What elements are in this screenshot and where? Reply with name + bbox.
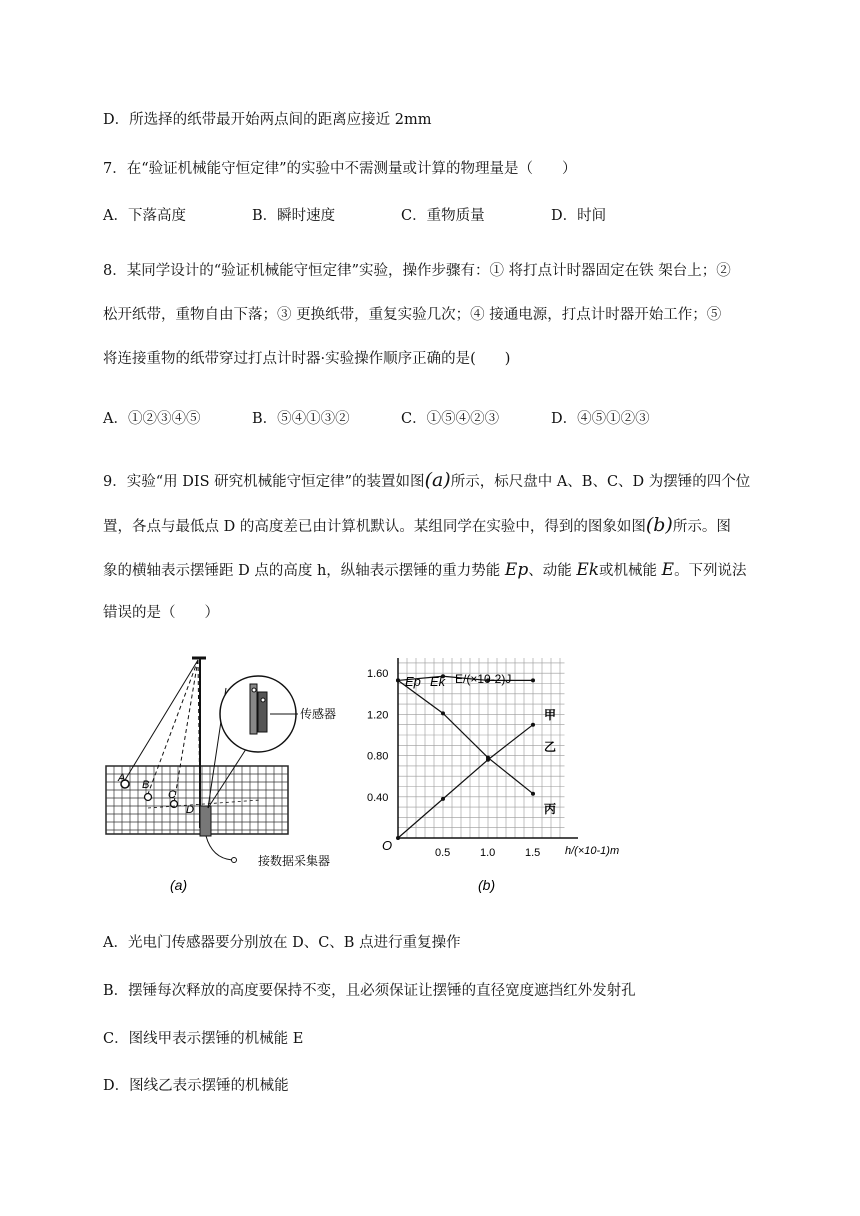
series-label-bing: 丙 <box>544 802 557 816</box>
fig-a-ref: (a) <box>424 469 451 491</box>
data-point <box>531 792 535 796</box>
q6-option-d: D．所选择的纸带最开始两点间的距离应接近 2mm <box>103 112 432 128</box>
q8-stem-line3: 将连接重物的纸带穿过打点计时器·实验操作顺序正确的是( ) <box>103 351 511 367</box>
magnified-sensor <box>220 676 298 752</box>
data-point <box>396 836 400 840</box>
y-tick-label: 1.60 <box>367 668 389 681</box>
x-tick-label: 1.0 <box>480 847 496 859</box>
y-label-e: E/(×10-2)J <box>455 672 512 686</box>
y-label-ep: Ep <box>405 674 421 689</box>
fig-b-ref: (b) <box>645 514 673 536</box>
sensor-label: 传感器 <box>300 707 337 721</box>
figure-b-chart <box>360 658 650 898</box>
q7-option-a: A．下落高度 <box>103 208 186 224</box>
q8-option-c: C．①⑤④②③ <box>401 411 500 427</box>
x-tick-label: 0.5 <box>435 847 451 859</box>
q8-stem-line2: 松开纸带，重物自由下落；③ 更换纸带，重复实验几次；④ 接通电源，打点计时器开始工作；⑤ <box>103 307 722 323</box>
q9-stem-line1 <box>103 470 750 492</box>
series-line-3 <box>398 680 533 793</box>
grid-board <box>106 766 288 834</box>
q9-text: 象的横轴表示摆锤距 D 点的高度 h，纵轴表示摆锤的重力势能 <box>103 563 501 579</box>
q9-text: 、动能 <box>528 563 572 579</box>
data-point <box>486 756 490 760</box>
q7-option-c: C．重物质量 <box>401 208 485 224</box>
figure-a-caption: (a) <box>170 877 188 893</box>
e-symbol: E <box>661 560 675 580</box>
point-label-c: C <box>168 789 176 801</box>
y-label-ek: Ek <box>430 674 446 689</box>
data-point <box>531 723 535 727</box>
q7-option-d: D．时间 <box>551 208 607 224</box>
q8-option-d: D．④⑤①②③ <box>551 411 650 427</box>
series-line-2 <box>398 725 533 838</box>
x-tick-label: 1.5 <box>525 847 541 859</box>
q8-stem-line1: 8．某同学设计的“验证机械能守恒定律”实验，操作步骤有：① 将打点计时器固定在铁 架台上；② <box>103 263 731 279</box>
q9-text: 。下列说法 <box>674 563 747 579</box>
y-tick-label: 0.40 <box>367 791 389 804</box>
series-label-yi: 乙 <box>544 740 557 754</box>
pendulum-string <box>125 660 198 780</box>
q9-stem-line2 <box>103 515 731 537</box>
data-point <box>441 797 445 801</box>
q9-option-c: C．图线甲表示摆锤的机械能 E <box>103 1031 304 1047</box>
q8-option-a: A．①②③④⑤ <box>103 411 201 427</box>
photogate-sensor <box>200 806 211 836</box>
q9-text: 所示，标尺盘中 A、B、C、D 为摆锤的四个位 <box>450 474 751 490</box>
q9-text: 或机械能 <box>599 563 658 579</box>
q7-stem: 7．在“验证机械能守恒定律”的实验中不需测量或计算的物理量是（ ） <box>103 161 577 177</box>
y-tick-label: 0.80 <box>367 750 389 763</box>
q7-option-b: B．瞬时速度 <box>252 208 336 224</box>
cable <box>206 836 232 860</box>
q8-options <box>0 409 860 429</box>
q9-stem-line3 <box>103 560 747 581</box>
q9-text: 9．实验“用 DIS 研究机械能守恒定律”的装置如图 <box>103 474 425 490</box>
q9-option-b: B．摆锤每次释放的高度要保持不变，且必须保证让摆锤的直径宽度遮挡红外发射孔 <box>103 983 636 999</box>
origin-label: O <box>382 838 393 853</box>
y-tick-label: 1.20 <box>367 709 389 722</box>
x-axis-label: h/(×10-1)m <box>565 845 620 857</box>
q9-option-a: A．光电门传感器要分别放在 D、C、B 点进行重复操作 <box>103 935 461 951</box>
data-point <box>441 711 445 715</box>
point-label-a: A <box>118 772 126 784</box>
q9-text: 置，各点与最低点 D 的高度差已由计算机默认。某组同学在实验中，得到的图象如图 <box>103 519 646 535</box>
series-label-jia: 甲 <box>544 708 557 722</box>
data-point <box>396 678 400 682</box>
point-label-d: D <box>186 804 194 816</box>
ep-symbol: Ep <box>504 560 529 580</box>
collector-label: 接数据采集器 <box>258 854 331 868</box>
q9-stem-line4: 错误的是（ ） <box>103 605 219 621</box>
point-label-b: B <box>142 779 150 791</box>
figure-a-apparatus <box>100 648 350 898</box>
ek-symbol: Ek <box>576 560 600 580</box>
q9-option-d: D．图线乙表示摆锤的机械能 <box>103 1078 289 1094</box>
data-point <box>531 678 535 682</box>
figure-b-caption: (b) <box>478 877 496 893</box>
q9-text: 所示。图 <box>672 519 731 535</box>
q7-options <box>0 206 860 226</box>
q8-option-b: B．⑤④①③② <box>252 411 350 427</box>
